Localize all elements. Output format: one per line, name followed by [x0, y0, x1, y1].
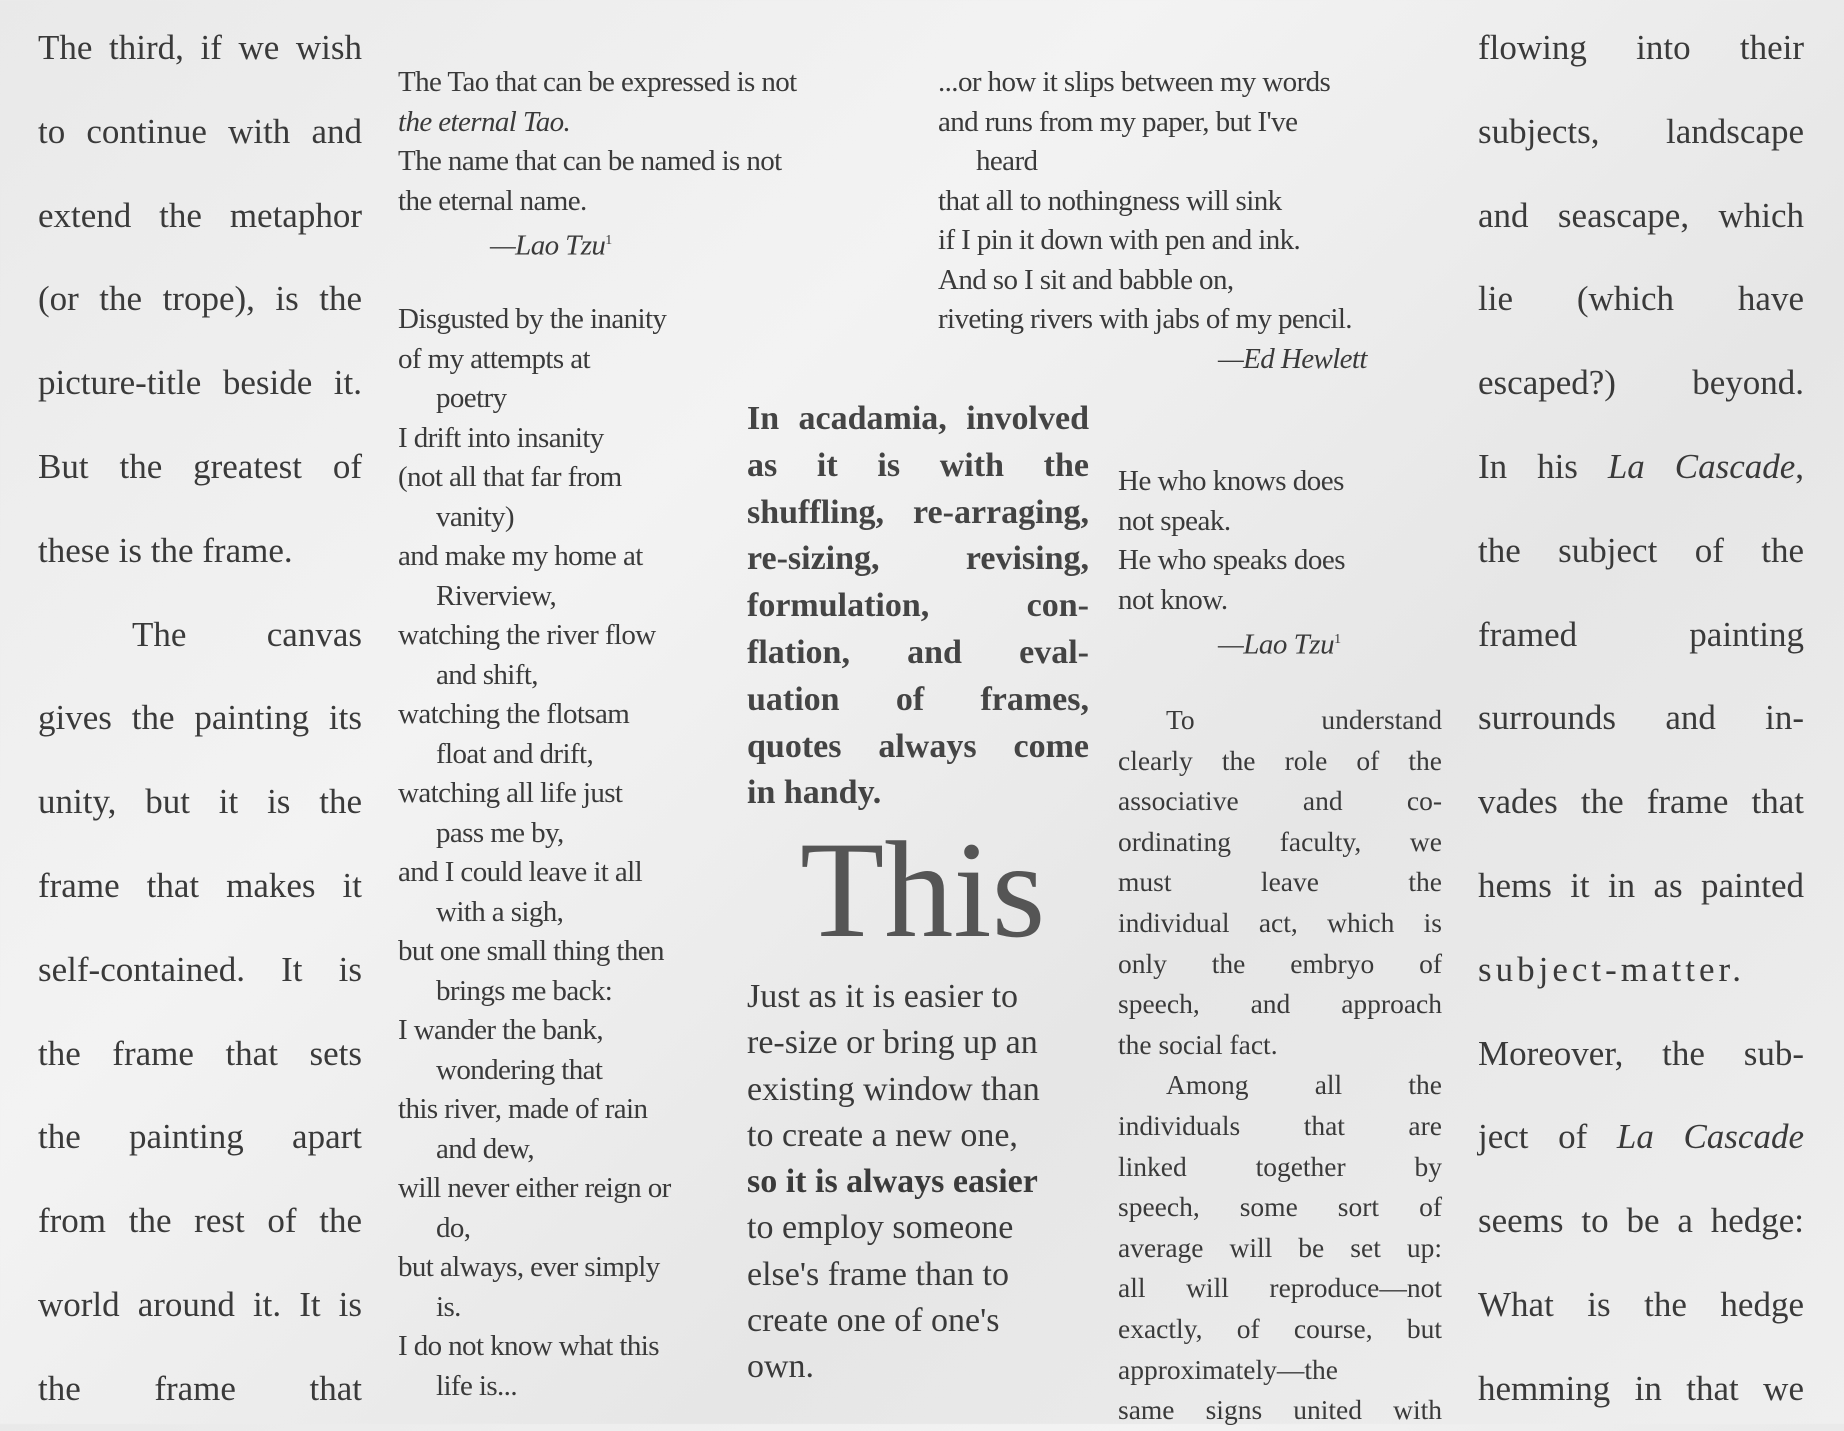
text-line: individual act, which is: [1118, 906, 1442, 938]
text-line: lie (which have: [1478, 279, 1804, 319]
text-line: create one of one's: [747, 1302, 1000, 1340]
text-line: subject-matter.: [1478, 949, 1746, 989]
poem-line: that all to nothingness will sink: [938, 184, 1282, 217]
text-line: only the embryo of: [1118, 947, 1442, 979]
poem-line: and make my home at: [398, 540, 643, 573]
poem-line: but one small thing then: [398, 935, 664, 968]
poem-line: but always, ever simply: [398, 1251, 660, 1284]
poem-line: He who knows does: [1118, 465, 1344, 497]
poem-line: poetry: [436, 382, 507, 415]
text-line: The canvas: [132, 614, 362, 654]
text-line: ject of La Cascade: [1478, 1117, 1804, 1157]
text-line: average will be set up:: [1118, 1231, 1442, 1263]
text-line: Among all the: [1166, 1069, 1442, 1101]
essay-column-right: [1478, 6, 1804, 1431]
text-line: Just as it is easier to: [747, 978, 1019, 1015]
riverview-poem: [398, 300, 728, 1406]
text-line: existing window than: [747, 1070, 1040, 1108]
poem-line: I do not know what this: [398, 1330, 659, 1363]
text-line: so it is always easier: [747, 1163, 1038, 1201]
poem-line: I drift into insanity: [398, 421, 604, 454]
text-line: flowing into their: [1478, 28, 1804, 67]
text-line: own.: [747, 1348, 815, 1386]
text-line: to continue with and: [38, 111, 362, 151]
text-line: the social fact.: [1118, 1028, 1278, 1060]
poem-line: He who speaks does: [1118, 544, 1345, 576]
text-line: self-contained. It is: [38, 949, 362, 989]
poem-line: not know.: [1118, 583, 1228, 616]
text-line: escaped?) beyond.: [1478, 363, 1804, 403]
text-line: picture-title beside it.: [38, 363, 362, 403]
poem-line: ...or how it slips between my words: [938, 66, 1331, 98]
text-line: unity, but it is the: [38, 782, 362, 822]
text-line: subjects, landscape: [1478, 111, 1804, 151]
text-line: to employ someone: [747, 1209, 1014, 1247]
text-line: framed painting: [1478, 614, 1804, 654]
attribution: —Lao Tzu$^1$: [490, 229, 612, 262]
text-line: to create a new one,: [747, 1116, 1018, 1154]
text-line: quotes always come: [747, 727, 1089, 765]
poem-line: and I could leave it all: [398, 856, 643, 889]
poem-line: vanity): [436, 500, 514, 533]
poem-line: not speak.: [1118, 504, 1231, 537]
text-line: clearly the role of the: [1118, 744, 1442, 776]
poem-line: the eternal name.: [398, 184, 587, 217]
display-word: This: [800, 813, 1046, 966]
poem-line: heard: [976, 145, 1038, 177]
poem-line: if I pin it down with pen and ink.: [938, 224, 1301, 256]
text-line: frame that makes it: [38, 865, 362, 905]
text-line: ordinating faculty, we: [1118, 825, 1442, 857]
text-line: vades the frame that: [1478, 782, 1804, 822]
poem-line: I wander the bank,: [398, 1014, 604, 1047]
text-line: must leave the: [1118, 866, 1442, 898]
poem-line: watching the flotsam: [398, 698, 630, 731]
text-line: as it is with the: [747, 446, 1089, 484]
poem-line: brings me back:: [436, 974, 613, 1007]
text-line: seems to be a hedge:: [1478, 1201, 1804, 1241]
text-line: same signs united with: [1118, 1394, 1442, 1426]
artwork-title: La Cascade: [1607, 446, 1796, 486]
text-line: (or the trope), is the: [38, 279, 362, 319]
poem-line: pass me by,: [436, 816, 564, 849]
text-line: the subject of the: [1478, 530, 1804, 570]
hewlett-poem: [938, 63, 1458, 379]
text-line: In acadamia, involved: [747, 400, 1089, 437]
text-line: hems it in as painted: [1478, 865, 1804, 905]
poem-line: and shift,: [436, 658, 538, 691]
text-line: surrounds and in-: [1478, 698, 1804, 738]
text-line: the painting apart: [38, 1117, 362, 1157]
poem-line: with a sigh,: [436, 895, 564, 928]
window-paragraph: [747, 974, 1089, 1391]
text-line: approximately—the: [1118, 1353, 1338, 1385]
poem-line: And so I sit and babble on,: [938, 263, 1234, 296]
text-line: shuffling, re-arraging,: [747, 493, 1089, 531]
text-line: these is the frame.: [38, 530, 293, 570]
text-line: extend the metaphor: [38, 195, 362, 235]
footnote-marker: 1: [605, 233, 612, 248]
text-line: flation, and eval-: [747, 633, 1089, 671]
poem-line: Disgusted by the inanity: [398, 303, 667, 336]
essay-column-left: [38, 6, 362, 1431]
text-line: and seascape, which: [1478, 195, 1804, 235]
text-line: speech, some sort of: [1118, 1191, 1442, 1223]
poem-line: do,: [436, 1211, 471, 1244]
text-line: re-size or bring up an: [747, 1024, 1038, 1062]
poem-line: float and drift,: [436, 737, 594, 770]
attribution: —Lao Tzu$^1$: [1218, 628, 1341, 661]
text-line: What is the hedge: [1478, 1284, 1804, 1324]
text-line: In his La Cascade,: [1478, 446, 1805, 486]
text-line: from the rest of the: [38, 1201, 362, 1241]
text-line: Moreover, the sub-: [1478, 1033, 1804, 1073]
poem-line: of my attempts at: [398, 342, 590, 375]
text-line: To understand: [1166, 704, 1442, 735]
text-line: But the greatest of: [38, 446, 362, 486]
text-line: speech, and approach: [1118, 988, 1442, 1020]
poem-line: is.: [436, 1290, 461, 1323]
poem-line: (not all that far from: [398, 461, 622, 494]
poem-line: watching the river flow: [398, 619, 656, 652]
text-line: exactly, of course, but: [1118, 1312, 1442, 1344]
text-line: hemming in that we: [1478, 1368, 1804, 1408]
poem-line: watching all life just: [398, 777, 623, 810]
text-line: world around it. It is: [38, 1284, 362, 1324]
poem-line: this river, made of rain: [398, 1093, 648, 1126]
poem-line: Riverview,: [436, 579, 557, 612]
text-line: associative and co-: [1118, 785, 1442, 817]
poem-line: and runs from my paper, but I've: [938, 105, 1298, 138]
text-line: the frame that sets: [38, 1033, 362, 1073]
artwork-title: La Cascade: [1616, 1117, 1804, 1157]
text-line: gives the painting its: [38, 698, 362, 738]
text-line: re-sizing, revising,: [747, 540, 1089, 578]
footnote-marker: 1: [1334, 632, 1341, 647]
text-line: the frame that: [38, 1368, 362, 1408]
poem-line: wondering that: [436, 1053, 603, 1086]
text-line: all will reproduce—not: [1118, 1272, 1442, 1304]
text-line: uation of frames,: [747, 680, 1089, 718]
attribution: —Ed Hewlett: [1218, 342, 1367, 375]
academia-paragraph: [747, 396, 1089, 817]
poem-line: riveting rivers with jabs of my pencil.: [938, 303, 1352, 335]
poem-line: The Tao that can be expressed is not: [398, 66, 797, 98]
speech-paragraph: [1118, 700, 1442, 1431]
tao-quote: [1118, 462, 1442, 665]
poem-line: the eternal Tao.: [398, 105, 571, 138]
text-line: individuals that are: [1118, 1109, 1442, 1141]
tao-epigraph: [398, 63, 797, 266]
poem-line: will never either reign or: [398, 1172, 671, 1205]
poem-line: The name that can be named is not: [398, 145, 782, 177]
text-line: formulation, con-: [747, 587, 1089, 625]
text-line: in handy.: [747, 774, 882, 812]
poem-line: and dew,: [436, 1132, 535, 1165]
poem-line: life is...: [436, 1369, 517, 1402]
text-line: linked together by: [1118, 1150, 1442, 1182]
text-line: else's frame than to: [747, 1255, 1009, 1293]
text-line: The third, if we wish: [38, 28, 362, 67]
